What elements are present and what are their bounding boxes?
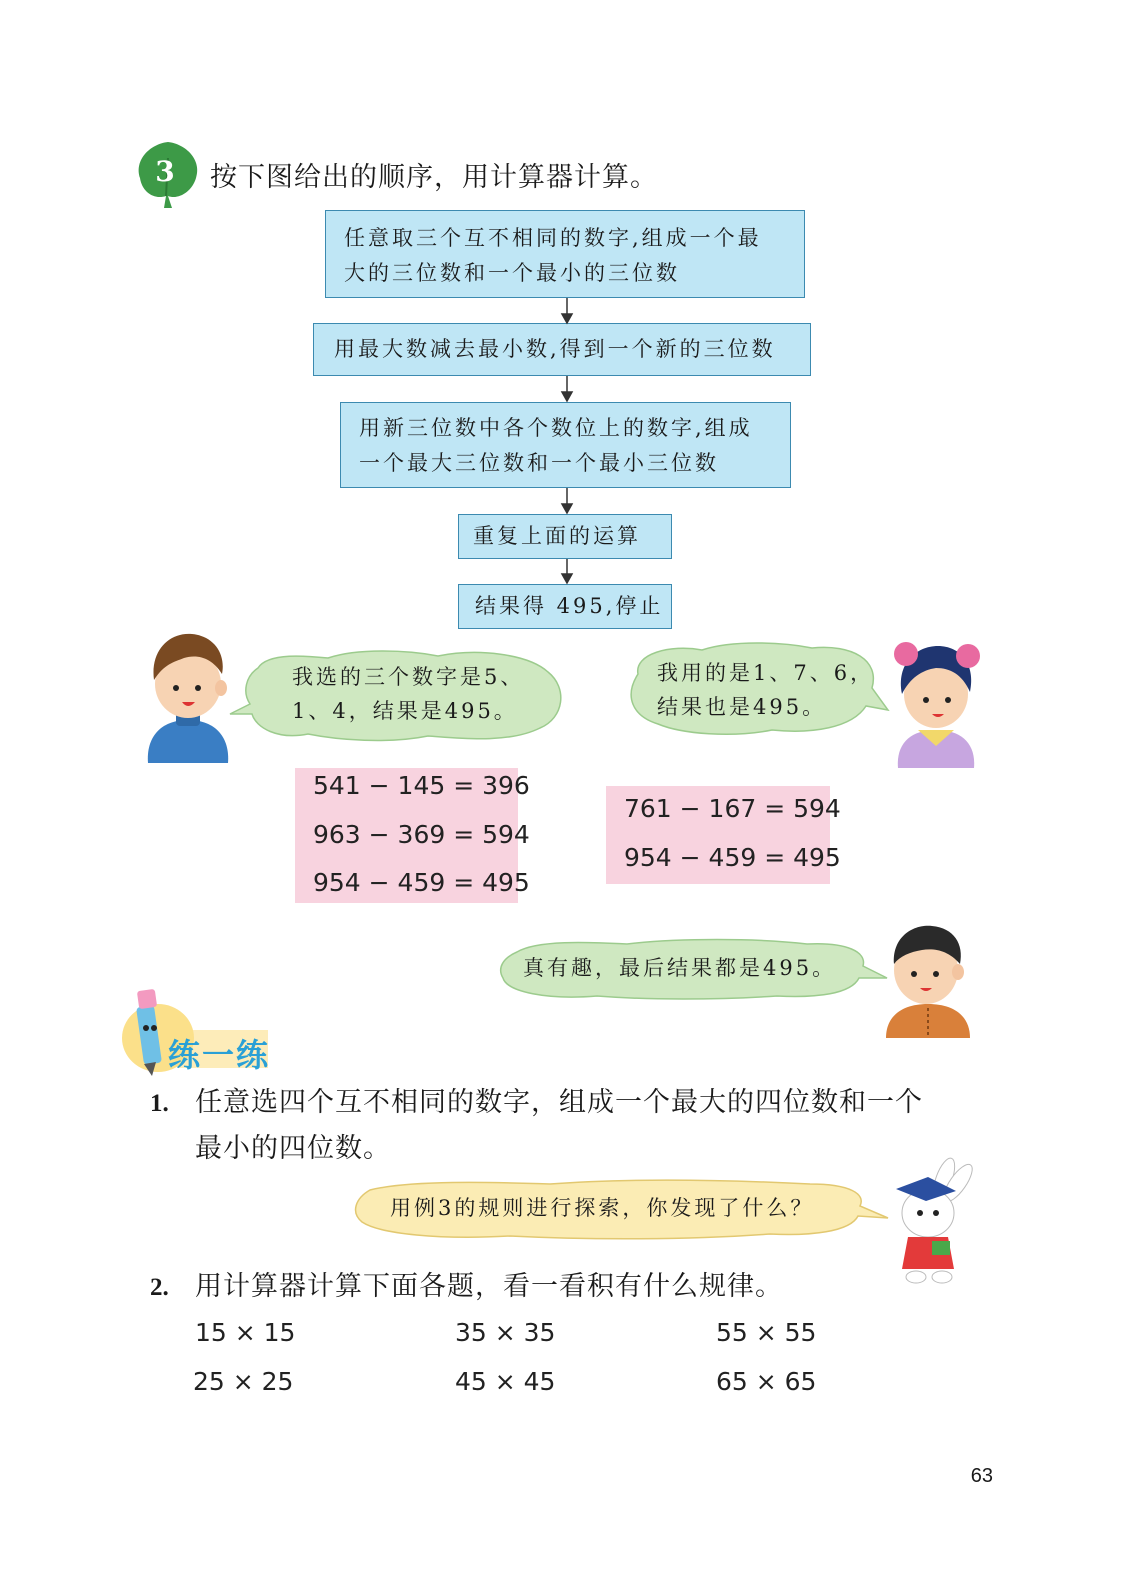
calculation-line: 954 − 459 = 495 (313, 868, 530, 897)
girl-speech: 我用的是1、7、6， 结果也是495。 (657, 661, 875, 719)
flow-step-4: 重复上面的运算 (458, 514, 672, 559)
rabbit-character (888, 1155, 978, 1285)
expression: 35 × 35 (455, 1318, 556, 1347)
calculation-line: 963 − 369 = 594 (313, 820, 530, 849)
calculation-line: 541 − 145 = 396 (313, 771, 530, 800)
girl-character (888, 634, 984, 768)
flow-step-2: 用最大数减去最小数,得到一个新的三位数 (313, 323, 811, 376)
calculation-line: 761 − 167 = 594 (624, 794, 841, 823)
boy-speech: 我选的三个数字是5、 1、4，结果是495。 (292, 665, 525, 723)
boy-character-left (140, 628, 235, 763)
example-title: 按下图给出的顺序，用计算器计算。 (210, 162, 658, 193)
example-number: 3 (155, 155, 175, 188)
flow-step-1: 任意取三个互不相同的数字,组成一个最 大的三位数和一个最小的三位数 (325, 210, 805, 298)
boy2-speech: 真有趣，最后结果都是495。 (523, 956, 837, 980)
expression: 45 × 45 (455, 1367, 556, 1396)
expression: 55 × 55 (716, 1318, 817, 1347)
question-2-text: 用计算器计算下面各题，看一看积有什么规律。 (195, 1271, 783, 1302)
page-number: 63 (970, 1465, 993, 1487)
hint-text: 用例3的规则进行探索，你发现了什么？ (390, 1196, 815, 1220)
flow-step-3: 用新三位数中各个数位上的数字,组成 一个最大三位数和一个最小三位数 (340, 402, 791, 488)
question-2-number: 2. (150, 1274, 169, 1301)
boy-character-right (882, 920, 974, 1038)
calculation-line: 954 − 459 = 495 (624, 843, 841, 872)
practice-heading: 练一练 (168, 1036, 271, 1074)
question-1-text: 任意选四个互不相同的数字，组成一个最大的四位数和一个 最小的四位数。 (195, 1087, 923, 1164)
flow-arrows (555, 296, 579, 586)
expression: 15 × 15 (195, 1318, 296, 1347)
calculation-box-left (295, 768, 530, 903)
expression: 65 × 65 (716, 1367, 817, 1396)
expression: 25 × 25 (193, 1367, 294, 1396)
flow-step-5: 结果得 495,停止 (458, 584, 672, 629)
question-1-number: 1. (150, 1090, 169, 1117)
calculation-box-right (606, 786, 841, 884)
